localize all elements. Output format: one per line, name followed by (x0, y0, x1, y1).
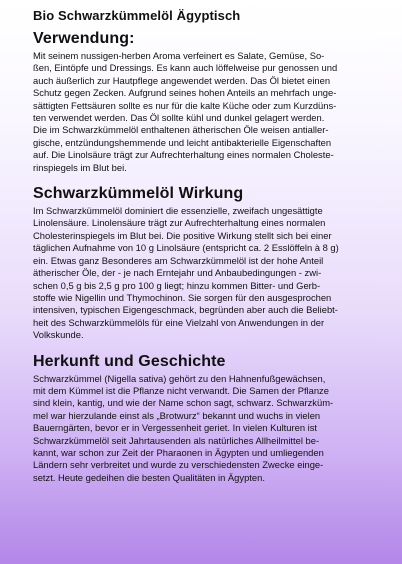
text-line: sättigten Fettsäuren sollte es nur für die kalte Küche oder zum Kurzdüns- (33, 99, 337, 111)
text-line: Mit seinem nussigen-herben Aroma verfeinert es Salate, Gemüse, So- (33, 50, 325, 61)
text-line: Volkskunde. (33, 329, 84, 341)
text-line: Schwarzkümmelöl seit Jahrtausenden als natürliches Allheilmittel be- (33, 434, 320, 446)
text-line: stoffe wie Nigellin und Thymochinon. Sie sorgen für den ausgesprochen (33, 291, 332, 303)
text-line: Bauerngärten, bevor er in Vergessenheit geriet. In vielen Kulturen ist (33, 422, 318, 434)
section-heading: Schwarzkümmelöl Wirkung (33, 185, 244, 203)
text-line: heit des Schwarzkümmelöls für eine Vielzahl von Anwendungen in der (33, 316, 325, 328)
section-verwendung (33, 30, 392, 174)
text-line: ätherischer Öle, der - je nach Erntejahr und Anbaubedingungen - zwi- (33, 267, 322, 279)
text-line: schen 0,5 g bis 2,5 g pro 100 g liegt; hinzu kommen Bitter- und Gerb- (33, 279, 321, 291)
section-herkunft (33, 353, 392, 485)
section-wirkung (33, 185, 392, 341)
text-line: Ländern sehr verbreitet und wurde zu verschiedensten Zwecke einge- (33, 459, 324, 471)
text-line: mel war hierzulande einst als „Brotwurz“ bekannt und wuchs in vielen (33, 409, 321, 421)
text-line: auch äußerlich zur Hautpflege angewendet werden. Das Öl bietet einen (33, 74, 331, 86)
section-heading: Verwendung: (33, 30, 135, 47)
text-line: ßen, Eintöpfe und Dressings. Es kann auch löffelweise pur genossen und (33, 62, 338, 74)
section-paragraph (33, 373, 392, 485)
text-line: Schutz gegen Zecken. Aufgrund seines hohen Anteils an mehrfach unge- (33, 87, 337, 99)
text-line: sind klein, kantig, und wie der Name schon sagt, schwarz. Schwarzküm- (33, 397, 334, 409)
text-line: kannt, war schon zur Zeit der Pharaonen in Ägypten und umliegenden (33, 446, 324, 458)
text-line: gische, entzündungshemmende und leicht antibakterielle Eigenschaften (33, 136, 332, 148)
section-heading: Herkunft und Geschichte (33, 352, 226, 370)
section-paragraph (33, 205, 392, 341)
text-line: täglichen Aufnahme von 10 g Linolsäure (entspricht ca. 2 Esslöffeln à 8 g) (33, 242, 339, 254)
text-line: auf. Die Linolsäure trägt zur Aufrechterhaltung eines normalen Choleste- (33, 149, 334, 161)
text-line: Cholesterinspiegels im Blut bei. Die positive Wirkung stellt sich bei einer (33, 229, 332, 241)
text-line: Die im Schwarzkümmelöl enthaltenen ätherischen Öle weisen antialler- (33, 124, 329, 136)
text-line: mit dem Kümmel ist die Pflanze nicht verwandt. Die Samen der Pflanze (33, 384, 329, 396)
text-line: Schwarzkümmel (Nigella sativa) gehört zu den Hahnenfußgewächsen, (33, 372, 326, 384)
text-line: rinspiegels im Blut bei. (33, 161, 127, 173)
text-line: setzt. Heute gedeihen die besten Qualitäten in Ägypten. (33, 471, 265, 483)
text-line: Linolensäure. Linolensäure trägt zur Aufrechterhaltung eines normalen (33, 217, 326, 229)
section-paragraph (33, 50, 392, 174)
text-line: intensiven, typischen Eigengeschmack, begründen aber auch die Beliebt- (33, 304, 338, 316)
text-line: Im Schwarzkümmelöl dominiert die essenzielle, zweifach ungesättigte (33, 205, 323, 217)
document-title: Bio Schwarzkümmelöl Ägyptisch (33, 8, 241, 23)
text-line: ein. Etwas ganz Besonderes am Schwarzkümmelöl ist der hohe Anteil (33, 254, 324, 266)
text-line: ten verwendet werden. Das Öl sollte kühl und dunkel gelagert werden. (33, 112, 325, 124)
